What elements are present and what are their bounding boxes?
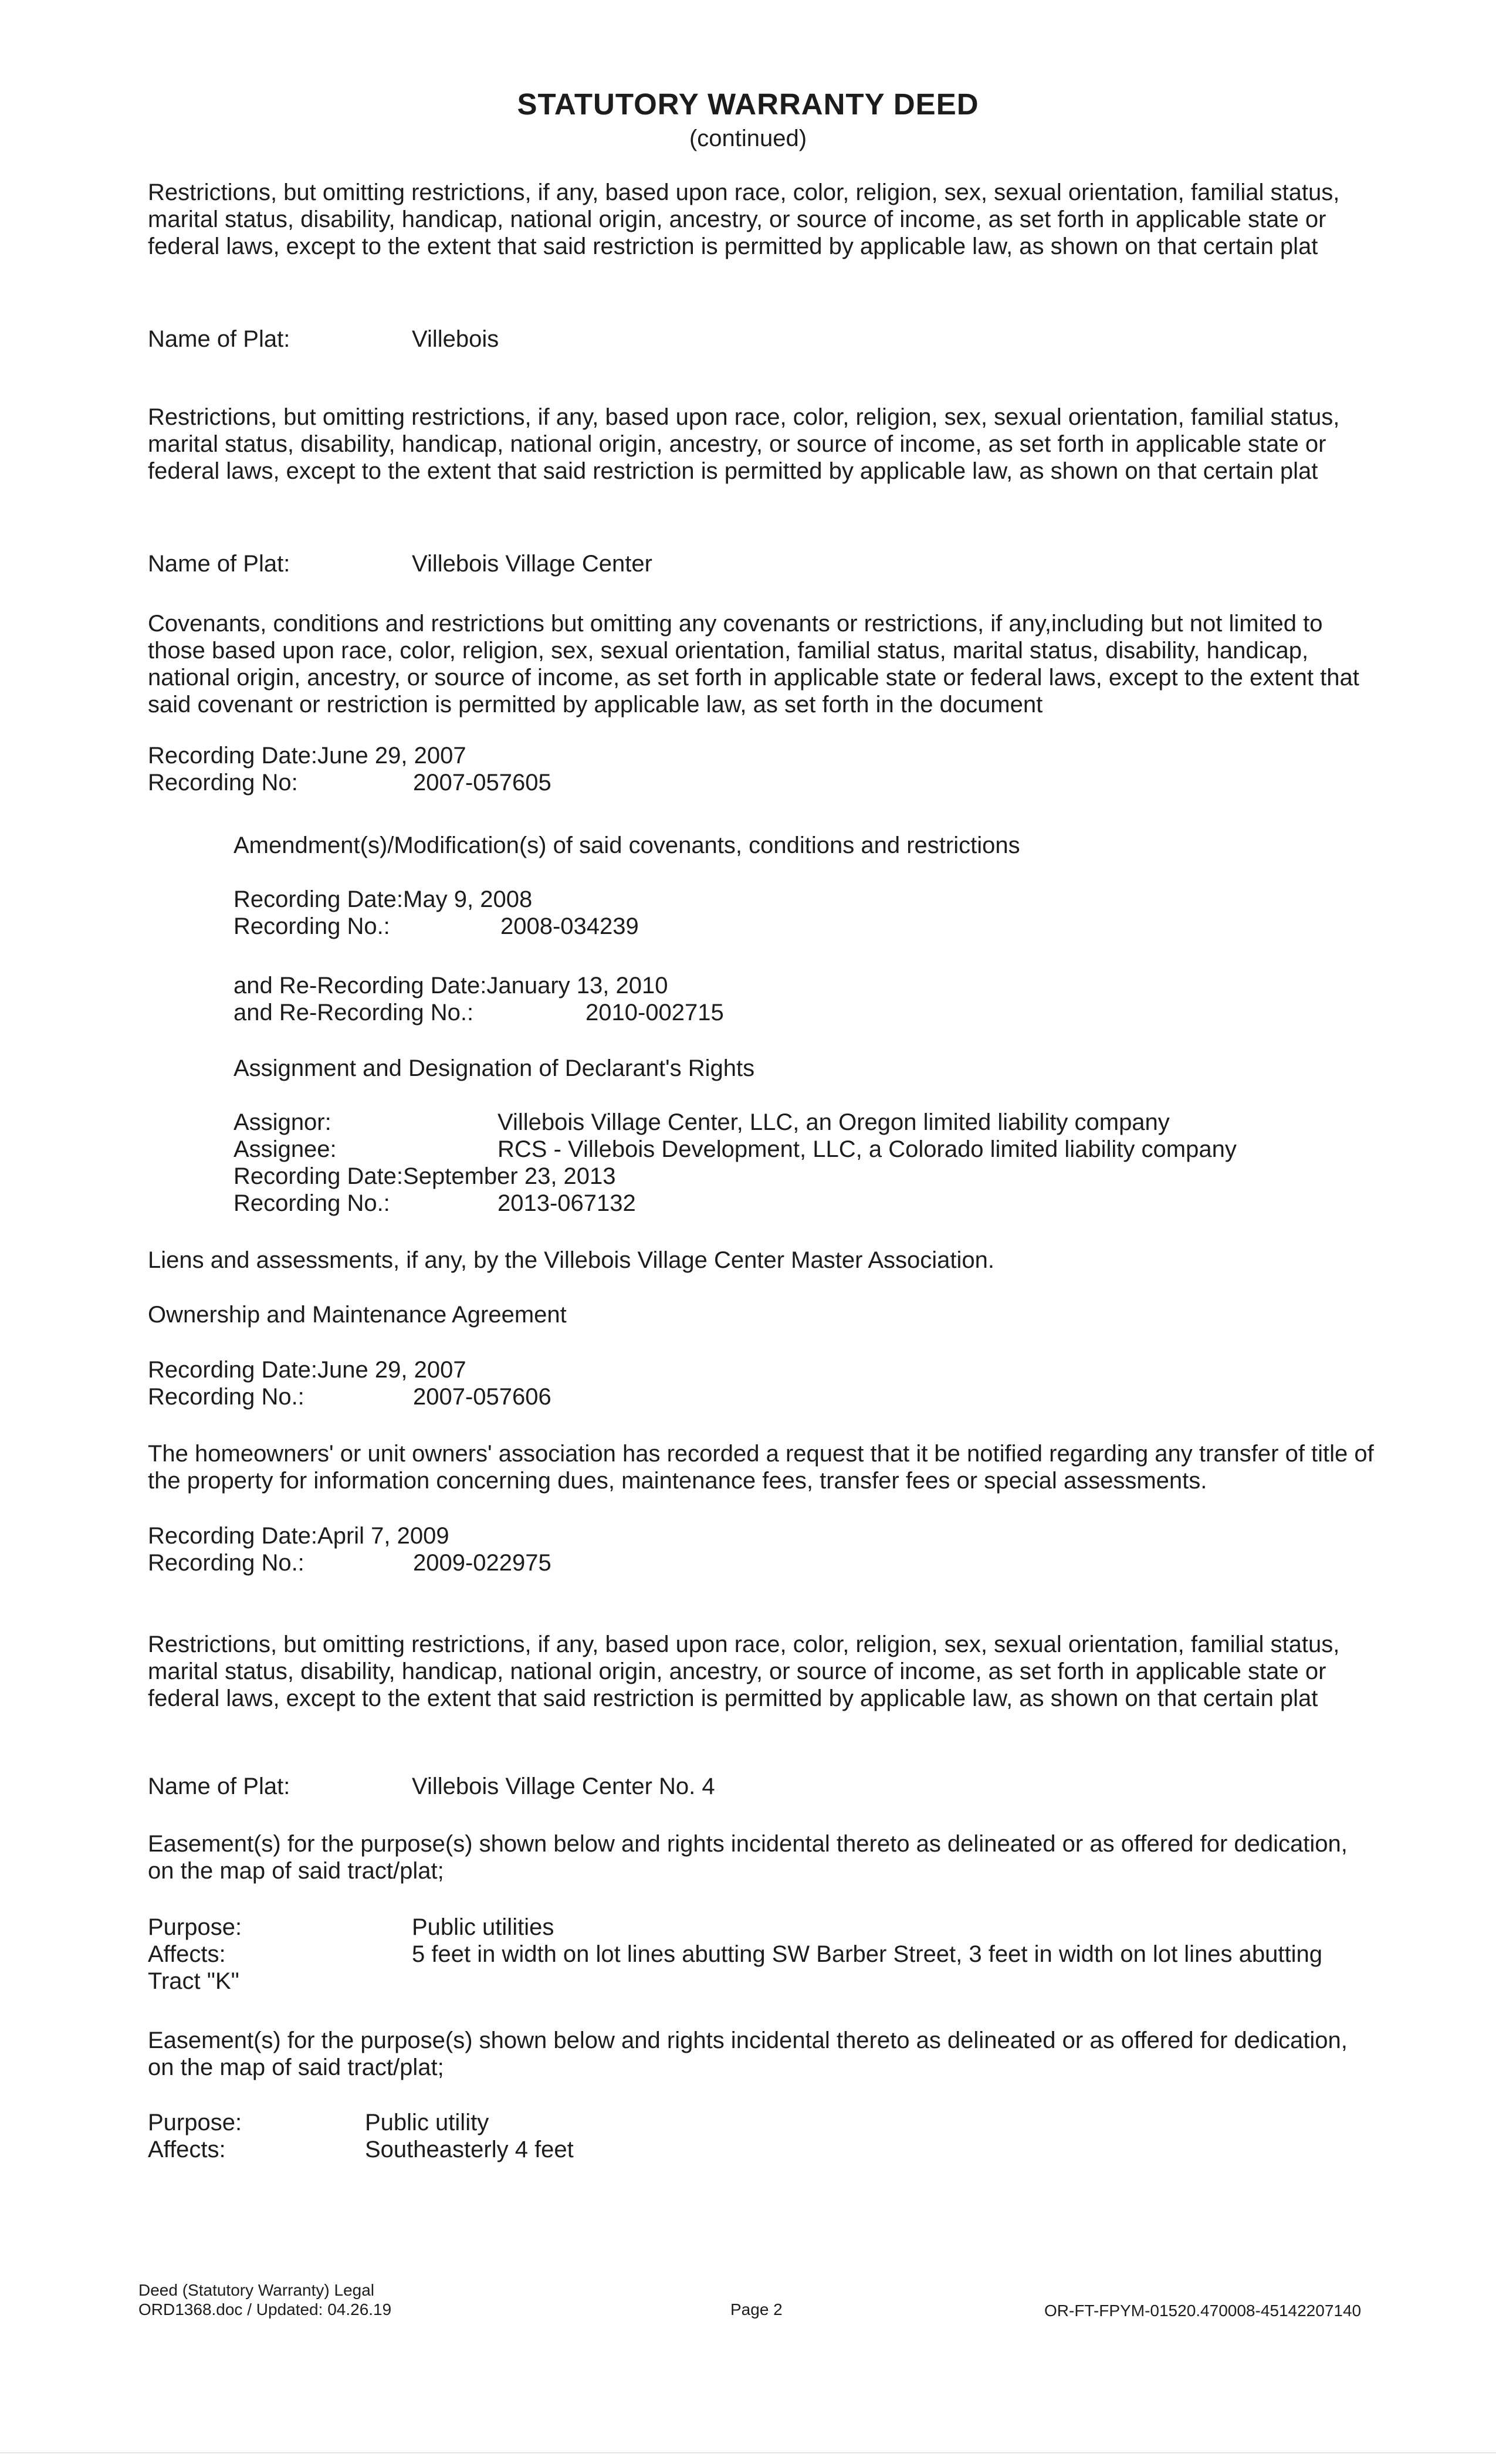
restrictions-paragraph-1: Restrictions, but omitting restrictions, if any, based upon race, color, religion, sex, sexual orientation, familial status, marital status, disability, handicap, national origin, ancestry, or source of income, as set forth in applicable state or federal laws, except to the extent that said restriction is permitted by applicable law, as shown on that certain plat <box>148 180 1340 259</box>
recording-no-label: Recording No: <box>148 770 298 796</box>
assignment-heading: Assignment and Designation of Declarant's Rights <box>233 1055 755 1081</box>
rerecording-no-value: 2010-002715 <box>585 1000 724 1025</box>
assignee-row <box>233 1136 1383 1163</box>
homeowners-paragraph: The homeowners' or unit owners' association has recorded a request that it be notified regarding any transfer of title of the property for information concerning dues, maintenance fees, transfer fees or special assessments. <box>148 1441 1374 1494</box>
footer-doc-info <box>138 2280 391 2319</box>
plat-name-value: Villebois <box>412 326 499 352</box>
purpose-label: Purpose: <box>148 2110 242 2135</box>
covenants-recording-date-row <box>148 742 1374 769</box>
recording-date-label: Recording Date: <box>148 743 318 769</box>
recording-no-label: Recording No.: <box>233 1190 390 1216</box>
footer-doc-type: Deed (Statutory Warranty) Legal <box>138 2281 375 2299</box>
plat-name-label: Name of Plat: <box>148 326 290 352</box>
easement-paragraph-1: Easement(s) for the purpose(s) shown below and rights incidental thereto as delineated or as offered for dedication, on the map of said tract/plat; <box>148 1831 1348 1884</box>
footer-page-number: Page 2 <box>730 2300 783 2319</box>
assignor-value: Villebois Village Center, LLC, an Oregon limited liability company <box>497 1109 1170 1135</box>
recording-date-label: Recording Date: <box>148 1523 318 1549</box>
purpose-value: Public utilities <box>412 1914 554 1940</box>
recording-date-value: May 9, 2008 <box>403 886 533 912</box>
easement-purpose-row-1 <box>148 1914 1374 1941</box>
plat-name-label: Name of Plat: <box>148 551 290 577</box>
restrictions-paragraph-2: Restrictions, but omitting restrictions, if any, based upon race, color, religion, sex, sexual orientation, familial status, marital status, disability, handicap, national origin, ancestry, or source of income, as set forth in applicable state or federal laws, except to the extent that said restriction is permitted by applicable law, as shown on that certain plat <box>148 404 1340 484</box>
easement-purpose-row-2 <box>148 2109 1374 2136</box>
recording-date-value: June 29, 2007 <box>317 743 466 769</box>
plat-name-value: Villebois Village Center <box>412 551 652 577</box>
recording-date-value: June 29, 2007 <box>317 1357 466 1383</box>
easement-affects-row-1 <box>148 1941 1374 1968</box>
liens-paragraph: Liens and assessments, if any, by the Villebois Village Center Master Association. <box>148 1247 994 1273</box>
ownership-recording-no-row <box>148 1383 1374 1410</box>
recording-date-label: Recording Date: <box>233 886 404 912</box>
recording-no-label: Recording No.: <box>148 1384 304 1410</box>
recording-no-value: 2013-067132 <box>497 1190 636 1216</box>
footer-file-number: OR-FT-FPYM-01520.470008-45142207140 <box>1044 2301 1362 2320</box>
purpose-value: Public utility <box>365 2110 489 2135</box>
affects-value: 5 feet in width on lot lines abutting SW Barber Street, 3 feet in width on lot lines abutting <box>412 1941 1323 1967</box>
plat-name-value: Villebois Village Center No. 4 <box>412 1773 715 1799</box>
recording-date-value: September 23, 2013 <box>403 1163 616 1189</box>
assignor-row <box>233 1109 1383 1136</box>
rerecording-no-label: and Re-Recording No.: <box>233 1000 474 1025</box>
recording-no-value: 2008-034239 <box>500 913 639 939</box>
rerecording-date-row <box>233 972 1383 999</box>
assignee-value: RCS - Villebois Development, LLC, a Colorado limited liability company <box>497 1136 1237 1162</box>
ownership-recording-date-row <box>148 1356 1374 1383</box>
recording-no-value: 2007-057606 <box>413 1384 551 1410</box>
recording-no-value: 2007-057605 <box>413 770 551 796</box>
plat-name-row-1 <box>148 326 1374 353</box>
scan-edge-divider <box>0 2452 1496 2453</box>
footer-doc-file: ORD1368.doc / Updated: 04.26.19 <box>138 2300 392 2319</box>
recording-no-value: 2009-022975 <box>413 1550 551 1576</box>
amendment-heading: Amendment(s)/Modification(s) of said covenants, conditions and restrictions <box>233 832 1020 858</box>
document-subtitle: (continued) <box>689 126 807 151</box>
restrictions-paragraph-3: Restrictions, but omitting restrictions, if any, based upon race, color, religion, sex, sexual orientation, familial status, marital status, disability, handicap, national origin, ancestry, or source of income, as set forth in applicable state or federal laws, except to the extent that said restriction is permitted by applicable law, as shown on that certain plat <box>148 1632 1340 1711</box>
homeowners-recording-date-row <box>148 1522 1374 1549</box>
easement-affects-row-2 <box>148 2136 1374 2163</box>
homeowners-recording-no-row <box>148 1549 1374 1576</box>
covenants-paragraph: Covenants, conditions and restrictions but omitting any covenants or restrictions, if any,including but not limited to those based upon race, color, religion, sex, sexual orientation, familial status, marital status, disability, handicap, national origin, ancestry, or source of income, as set forth in applicable state or federal laws, except to the extent that said covenant or restriction is permitted by applicable law, as set forth in the document <box>148 611 1359 717</box>
recording-date-label: Recording Date: <box>233 1163 404 1189</box>
ownership-heading: Ownership and Maintenance Agreement <box>148 1302 567 1328</box>
recording-date-label: Recording Date: <box>148 1357 318 1383</box>
rerecording-no-row <box>233 999 1383 1026</box>
affects-label: Affects: <box>148 2137 226 2162</box>
assignment-recording-no-row <box>233 1190 1383 1217</box>
amendment-recording-date-row <box>233 886 1383 913</box>
affects-label: Affects: <box>148 1941 226 1967</box>
affects-continuation: Tract "K" <box>148 1968 239 1994</box>
purpose-label: Purpose: <box>148 1914 242 1940</box>
rerecording-date-value: January 13, 2010 <box>486 973 668 999</box>
affects-value: Southeasterly 4 feet <box>365 2137 574 2162</box>
recording-no-label: Recording No.: <box>148 1550 304 1576</box>
assignee-label: Assignee: <box>233 1136 337 1162</box>
rerecording-date-label: and Re-Recording Date: <box>233 973 487 999</box>
plat-name-label: Name of Plat: <box>148 1773 290 1799</box>
recording-no-label: Recording No.: <box>233 913 390 939</box>
amendment-recording-no-row <box>233 913 1383 940</box>
document-title: STATUTORY WARRANTY DEED <box>517 87 979 121</box>
plat-name-row-2 <box>148 550 1374 577</box>
covenants-recording-no-row <box>148 769 1374 796</box>
assignor-label: Assignor: <box>233 1109 331 1135</box>
easement-paragraph-2: Easement(s) for the purpose(s) shown below and rights incidental thereto as delineated or as offered for dedication, on the map of said tract/plat; <box>148 2028 1348 2080</box>
assignment-recording-date-row <box>233 1163 1383 1190</box>
recording-date-value: April 7, 2009 <box>317 1523 449 1549</box>
plat-name-row-3 <box>148 1773 1374 1800</box>
